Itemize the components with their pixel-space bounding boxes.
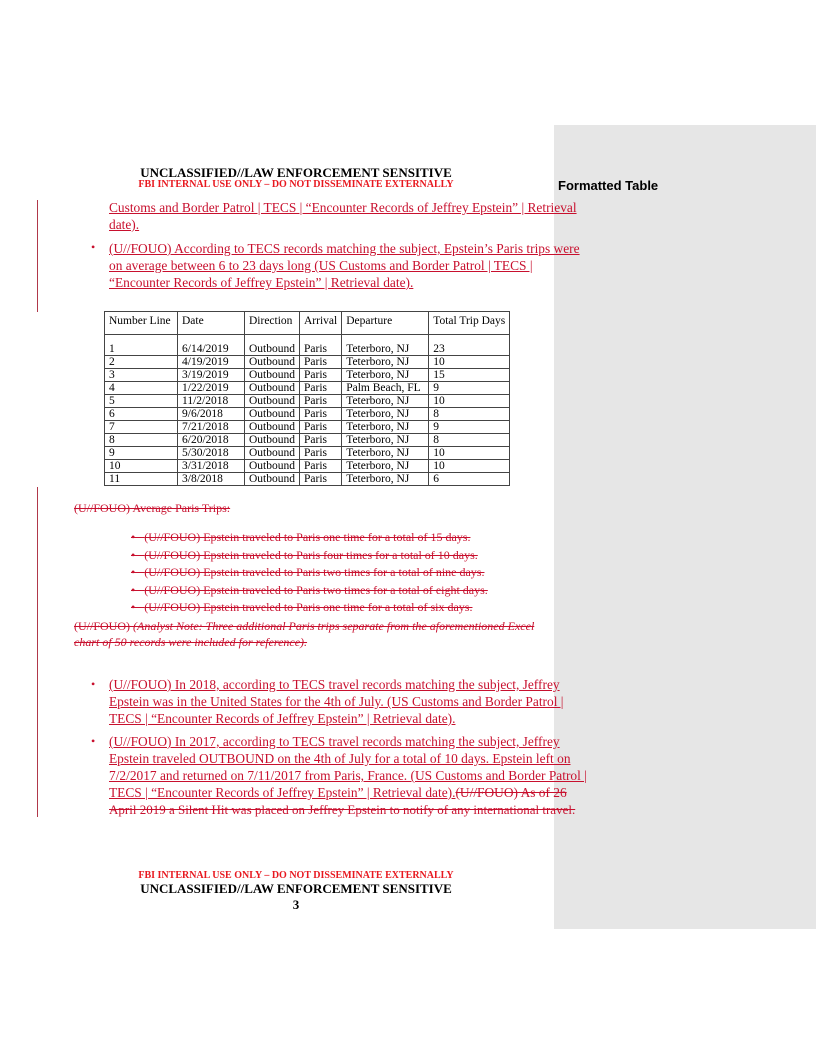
cell-arrival: Paris <box>300 408 342 421</box>
cell-number: 6 <box>105 408 178 421</box>
table-row <box>105 395 510 408</box>
cell-direction: Outbound <box>245 356 300 369</box>
average-trips-list <box>131 529 488 617</box>
cell-direction: Outbound <box>245 434 300 447</box>
header-handling: FBI INTERNAL USE ONLY – DO NOT DISSEMINATE EXTERNALLY <box>138 179 454 190</box>
cell-arrival: Paris <box>300 460 342 473</box>
cell-departure: Teterboro, NJ <box>342 434 429 447</box>
cell-departure: Teterboro, NJ <box>342 395 429 408</box>
cell-departure: Teterboro, NJ <box>342 421 429 434</box>
table-row <box>105 460 510 473</box>
cell-departure: Teterboro, NJ <box>342 343 429 356</box>
cell-trip-days: 10 <box>429 356 510 369</box>
table-row <box>105 382 510 395</box>
july-2017-line-4: TECS | “Encounter Records of Jeffrey Epstein” | Retrieval date).(U//FOUO) As of 26 <box>109 785 567 800</box>
july-2018-line-3: TECS | “Encounter Records of Jeffrey Epstein” | Retrieval date). <box>109 711 456 726</box>
cell-arrival: Paris <box>300 395 342 408</box>
change-bar-top <box>37 200 38 312</box>
column-header-arrival: Arrival <box>300 312 342 335</box>
silent-hit-line: April 2019 a Silent Hit was placed on Jeffrey Epstein to notify of any international travel. <box>109 802 576 817</box>
cell-arrival: Paris <box>300 434 342 447</box>
column-header-departure: Departure <box>342 312 429 335</box>
cell-direction: Outbound <box>245 369 300 382</box>
cell-direction: Outbound <box>245 395 300 408</box>
cell-arrival: Paris <box>300 356 342 369</box>
analyst-note-line-2: chart of 50 records were included for reference). <box>74 635 308 649</box>
cell-number: 7 <box>105 421 178 434</box>
cell-trip-days: 23 <box>429 343 510 356</box>
bullet-icon: • <box>91 734 96 748</box>
column-header-number-line: Number Line <box>105 312 178 335</box>
cell-departure: Teterboro, NJ <box>342 447 429 460</box>
cell-date: 9/6/2018 <box>178 408 245 421</box>
paris-trip-length-line-1: (U//FOUO) According to TECS records matching the subject, Epstein’s Paris trips were <box>109 241 580 256</box>
cell-date: 3/31/2018 <box>178 460 245 473</box>
comments-pane <box>554 125 816 929</box>
citation-line-1: Customs and Border Patrol | TECS | “Encounter Records of Jeffrey Epstein” | Retrieval <box>109 200 577 215</box>
table-row <box>105 434 510 447</box>
table-row <box>105 421 510 434</box>
cell-date: 4/19/2019 <box>178 356 245 369</box>
page-number: 3 <box>292 897 300 912</box>
cell-number: 5 <box>105 395 178 408</box>
list-item: • (U//FOUO) Epstein traveled to Paris two times for a total of nine days. <box>131 565 485 579</box>
list-item: • (U//FOUO) Epstein traveled to Paris one time for a total of six days. <box>131 600 473 614</box>
cell-date: 11/2/2018 <box>178 395 245 408</box>
cell-trip-days: 9 <box>429 382 510 395</box>
cell-date: 1/22/2019 <box>178 382 245 395</box>
cell-direction: Outbound <box>245 473 300 486</box>
cell-arrival: Paris <box>300 369 342 382</box>
july-2018-line-2: Epstein was in the United States for the 4th of July. (US Customs and Border Patrol | <box>109 694 564 709</box>
cell-number: 3 <box>105 369 178 382</box>
cell-date: 6/14/2019 <box>178 343 245 356</box>
cell-departure: Palm Beach, FL <box>342 382 429 395</box>
list-item: • (U//FOUO) Epstein traveled to Paris two times for a total of eight days. <box>131 582 488 597</box>
bullet-icon: • <box>91 677 96 691</box>
cell-trip-days: 15 <box>429 369 510 382</box>
cell-number: 10 <box>105 460 178 473</box>
table-header-row <box>105 312 510 335</box>
table-row <box>105 473 510 486</box>
header-classification: UNCLASSIFIED//LAW ENFORCEMENT SENSITIVE <box>140 165 452 180</box>
table-row <box>105 356 510 369</box>
table-row <box>105 447 510 460</box>
cell-arrival: Paris <box>300 473 342 486</box>
table-row <box>105 343 510 356</box>
table-row <box>105 408 510 421</box>
table-spacer-row <box>105 335 510 344</box>
cell-trip-days: 8 <box>429 408 510 421</box>
cell-direction: Outbound <box>245 460 300 473</box>
july-2017-line-1: (U//FOUO) In 2017, according to TECS travel records matching the subject, Jeffrey <box>109 734 560 749</box>
cell-number: 4 <box>105 382 178 395</box>
cell-number: 1 <box>105 343 178 356</box>
cell-date: 5/30/2018 <box>178 447 245 460</box>
cell-number: 11 <box>105 473 178 486</box>
cell-arrival: Paris <box>300 421 342 434</box>
cell-trip-days: 8 <box>429 434 510 447</box>
cell-number: 2 <box>105 356 178 369</box>
cell-date: 6/20/2018 <box>178 434 245 447</box>
formatted-table-comment[interactable]: Formatted Table <box>558 178 659 193</box>
cell-direction: Outbound <box>245 343 300 356</box>
cell-trip-days: 10 <box>429 447 510 460</box>
bullet-icon: • <box>91 240 96 254</box>
list-item: • (U//FOUO) Epstein traveled to Paris four times for a total of 10 days. <box>131 547 478 562</box>
cell-departure: Teterboro, NJ <box>342 356 429 369</box>
cell-arrival: Paris <box>300 447 342 460</box>
cell-direction: Outbound <box>245 408 300 421</box>
cell-departure: Teterboro, NJ <box>342 408 429 421</box>
average-trips-heading: (U//FOUO) Average Paris Trips: <box>74 501 231 515</box>
cell-direction: Outbound <box>245 382 300 395</box>
list-item: • (U//FOUO) Epstein traveled to Paris one time for a total of 15 days. <box>131 530 471 544</box>
analyst-note: (U//FOUO) (Analyst Note: Three additional Paris trips separate from the aforementioned Excel <box>74 619 535 633</box>
cell-trip-days: 10 <box>429 395 510 408</box>
footer-handling: FBI INTERNAL USE ONLY – DO NOT DISSEMINATE EXTERNALLY <box>138 870 454 881</box>
cell-direction: Outbound <box>245 447 300 460</box>
column-header-date: Date <box>178 312 245 335</box>
cell-direction: Outbound <box>245 421 300 434</box>
cell-departure: Teterboro, NJ <box>342 369 429 382</box>
cell-trip-days: 9 <box>429 421 510 434</box>
table-row <box>105 369 510 382</box>
cell-arrival: Paris <box>300 382 342 395</box>
cell-departure: Teterboro, NJ <box>342 473 429 486</box>
cell-arrival: Paris <box>300 343 342 356</box>
citation-line-2: date). <box>109 217 140 232</box>
cell-date: 3/19/2019 <box>178 369 245 382</box>
july-2017-line-2: Epstein traveled OUTBOUND on the 4th of July for a total of 10 days. Epstein left on <box>109 751 571 766</box>
change-bar-bottom <box>37 487 38 817</box>
paris-trip-length-line-2: on average between 6 to 23 days long (US Customs and Border Patrol | TECS | <box>109 258 533 273</box>
paris-trips-table <box>104 311 510 486</box>
cell-departure: Teterboro, NJ <box>342 460 429 473</box>
cell-number: 9 <box>105 447 178 460</box>
cell-date: 3/8/2018 <box>178 473 245 486</box>
july-2017-line-3: 7/2/2017 and returned on 7/11/2017 from Paris, France. (US Customs and Border Patrol | <box>109 768 587 783</box>
cell-trip-days: 6 <box>429 473 510 486</box>
july-2018-line-1: (U//FOUO) In 2018, according to TECS travel records matching the subject, Jeffrey <box>109 677 560 692</box>
cell-number: 8 <box>105 434 178 447</box>
cell-date: 7/21/2018 <box>178 421 245 434</box>
column-header-direction: Direction <box>245 312 300 335</box>
paris-trip-length-line-3: “Encounter Records of Jeffrey Epstein” | Retrieval date). <box>109 275 414 290</box>
cell-trip-days: 10 <box>429 460 510 473</box>
column-header-total-trip-days: Total Trip Days <box>429 312 510 335</box>
footer-classification: UNCLASSIFIED//LAW ENFORCEMENT SENSITIVE <box>140 881 452 896</box>
